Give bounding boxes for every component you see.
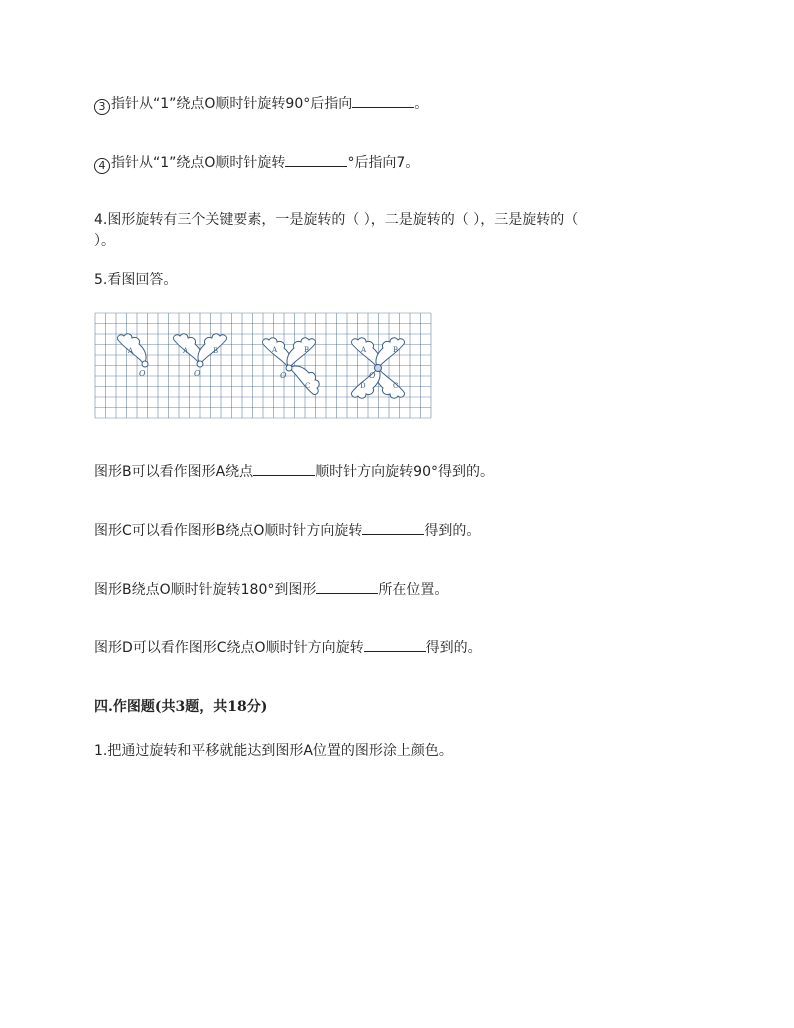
label-b: B	[213, 347, 219, 355]
label-c: C	[393, 382, 399, 390]
answer-blank[interactable]	[362, 520, 424, 535]
answer-line-4-text: 图形D可以看作图形C绕点O顺时针方向旋转	[94, 640, 364, 656]
label-a: A	[128, 347, 134, 355]
answer-line-2	[94, 520, 480, 541]
label-a: A	[183, 347, 189, 355]
answer-line-3-text: 图形B绕点O顺时针旋转180°到图形	[94, 582, 317, 598]
answer-blank[interactable]	[352, 93, 414, 108]
answer-line-3-end: 所在位置。	[378, 582, 449, 598]
rotation-grid-figure	[94, 312, 436, 424]
question-4-line2: ）。	[94, 233, 115, 249]
subquestion-4-text: 指针从“1”绕点O顺时针旋转	[111, 155, 286, 171]
center-knot	[286, 365, 292, 371]
answer-line-1-end: 顺时针方向旋转90°得到的。	[315, 464, 495, 480]
circled-number: 3	[94, 99, 110, 115]
subquestion-3-text: 指针从“1”绕点O顺时针旋转90°后指向	[111, 96, 353, 112]
petal-d	[352, 368, 380, 398]
question-5-title: 5.看图回答。	[94, 272, 178, 288]
label-a: A	[361, 346, 367, 354]
petal-b	[287, 338, 315, 368]
section-4-question-1: 1.把通过旋转和平移就能达到图形A位置的图形涂上颜色。	[94, 743, 453, 759]
center-knot	[197, 361, 203, 367]
answer-line-4-end: 得到的。	[425, 640, 482, 656]
answer-blank[interactable]	[364, 637, 426, 652]
center-knot	[142, 361, 148, 367]
label-a: A	[272, 346, 278, 354]
label-b: B	[304, 346, 310, 354]
label-o: O	[139, 369, 146, 378]
answer-line-4	[94, 637, 482, 658]
answer-line-2-text: 图形C可以看作图形B绕点O顺时针方向旋转	[94, 523, 363, 539]
petal-c	[289, 366, 319, 394]
circled-number: 4	[94, 158, 110, 174]
petal-b	[376, 338, 404, 368]
label-o: O	[280, 371, 287, 380]
label-b: B	[393, 346, 399, 354]
label-c: C	[305, 382, 311, 390]
answer-line-1	[94, 461, 494, 482]
subquestion-3	[94, 93, 428, 115]
subquestion-4-end: °后指向7。	[347, 155, 420, 171]
answer-blank[interactable]	[253, 461, 315, 476]
answer-line-2-end: 得到的。	[424, 523, 481, 539]
label-o: O	[194, 369, 201, 378]
answer-blank[interactable]	[316, 579, 378, 594]
label-o: O	[369, 371, 376, 380]
question-4-line1: 4.图形旋转有三个关键要素，一是旋转的（ ），二是旋转的（ ），三是旋转的（	[94, 212, 579, 228]
answer-line-1-text: 图形B可以看作图形A绕点	[94, 464, 254, 480]
subquestion-4	[94, 152, 419, 174]
label-d: D	[360, 382, 366, 390]
answer-blank[interactable]	[285, 152, 347, 167]
answer-line-3	[94, 579, 448, 600]
subquestion-3-end: 。	[414, 96, 429, 112]
section-heading: 四.作图题(共3题，共18分)	[94, 699, 268, 715]
